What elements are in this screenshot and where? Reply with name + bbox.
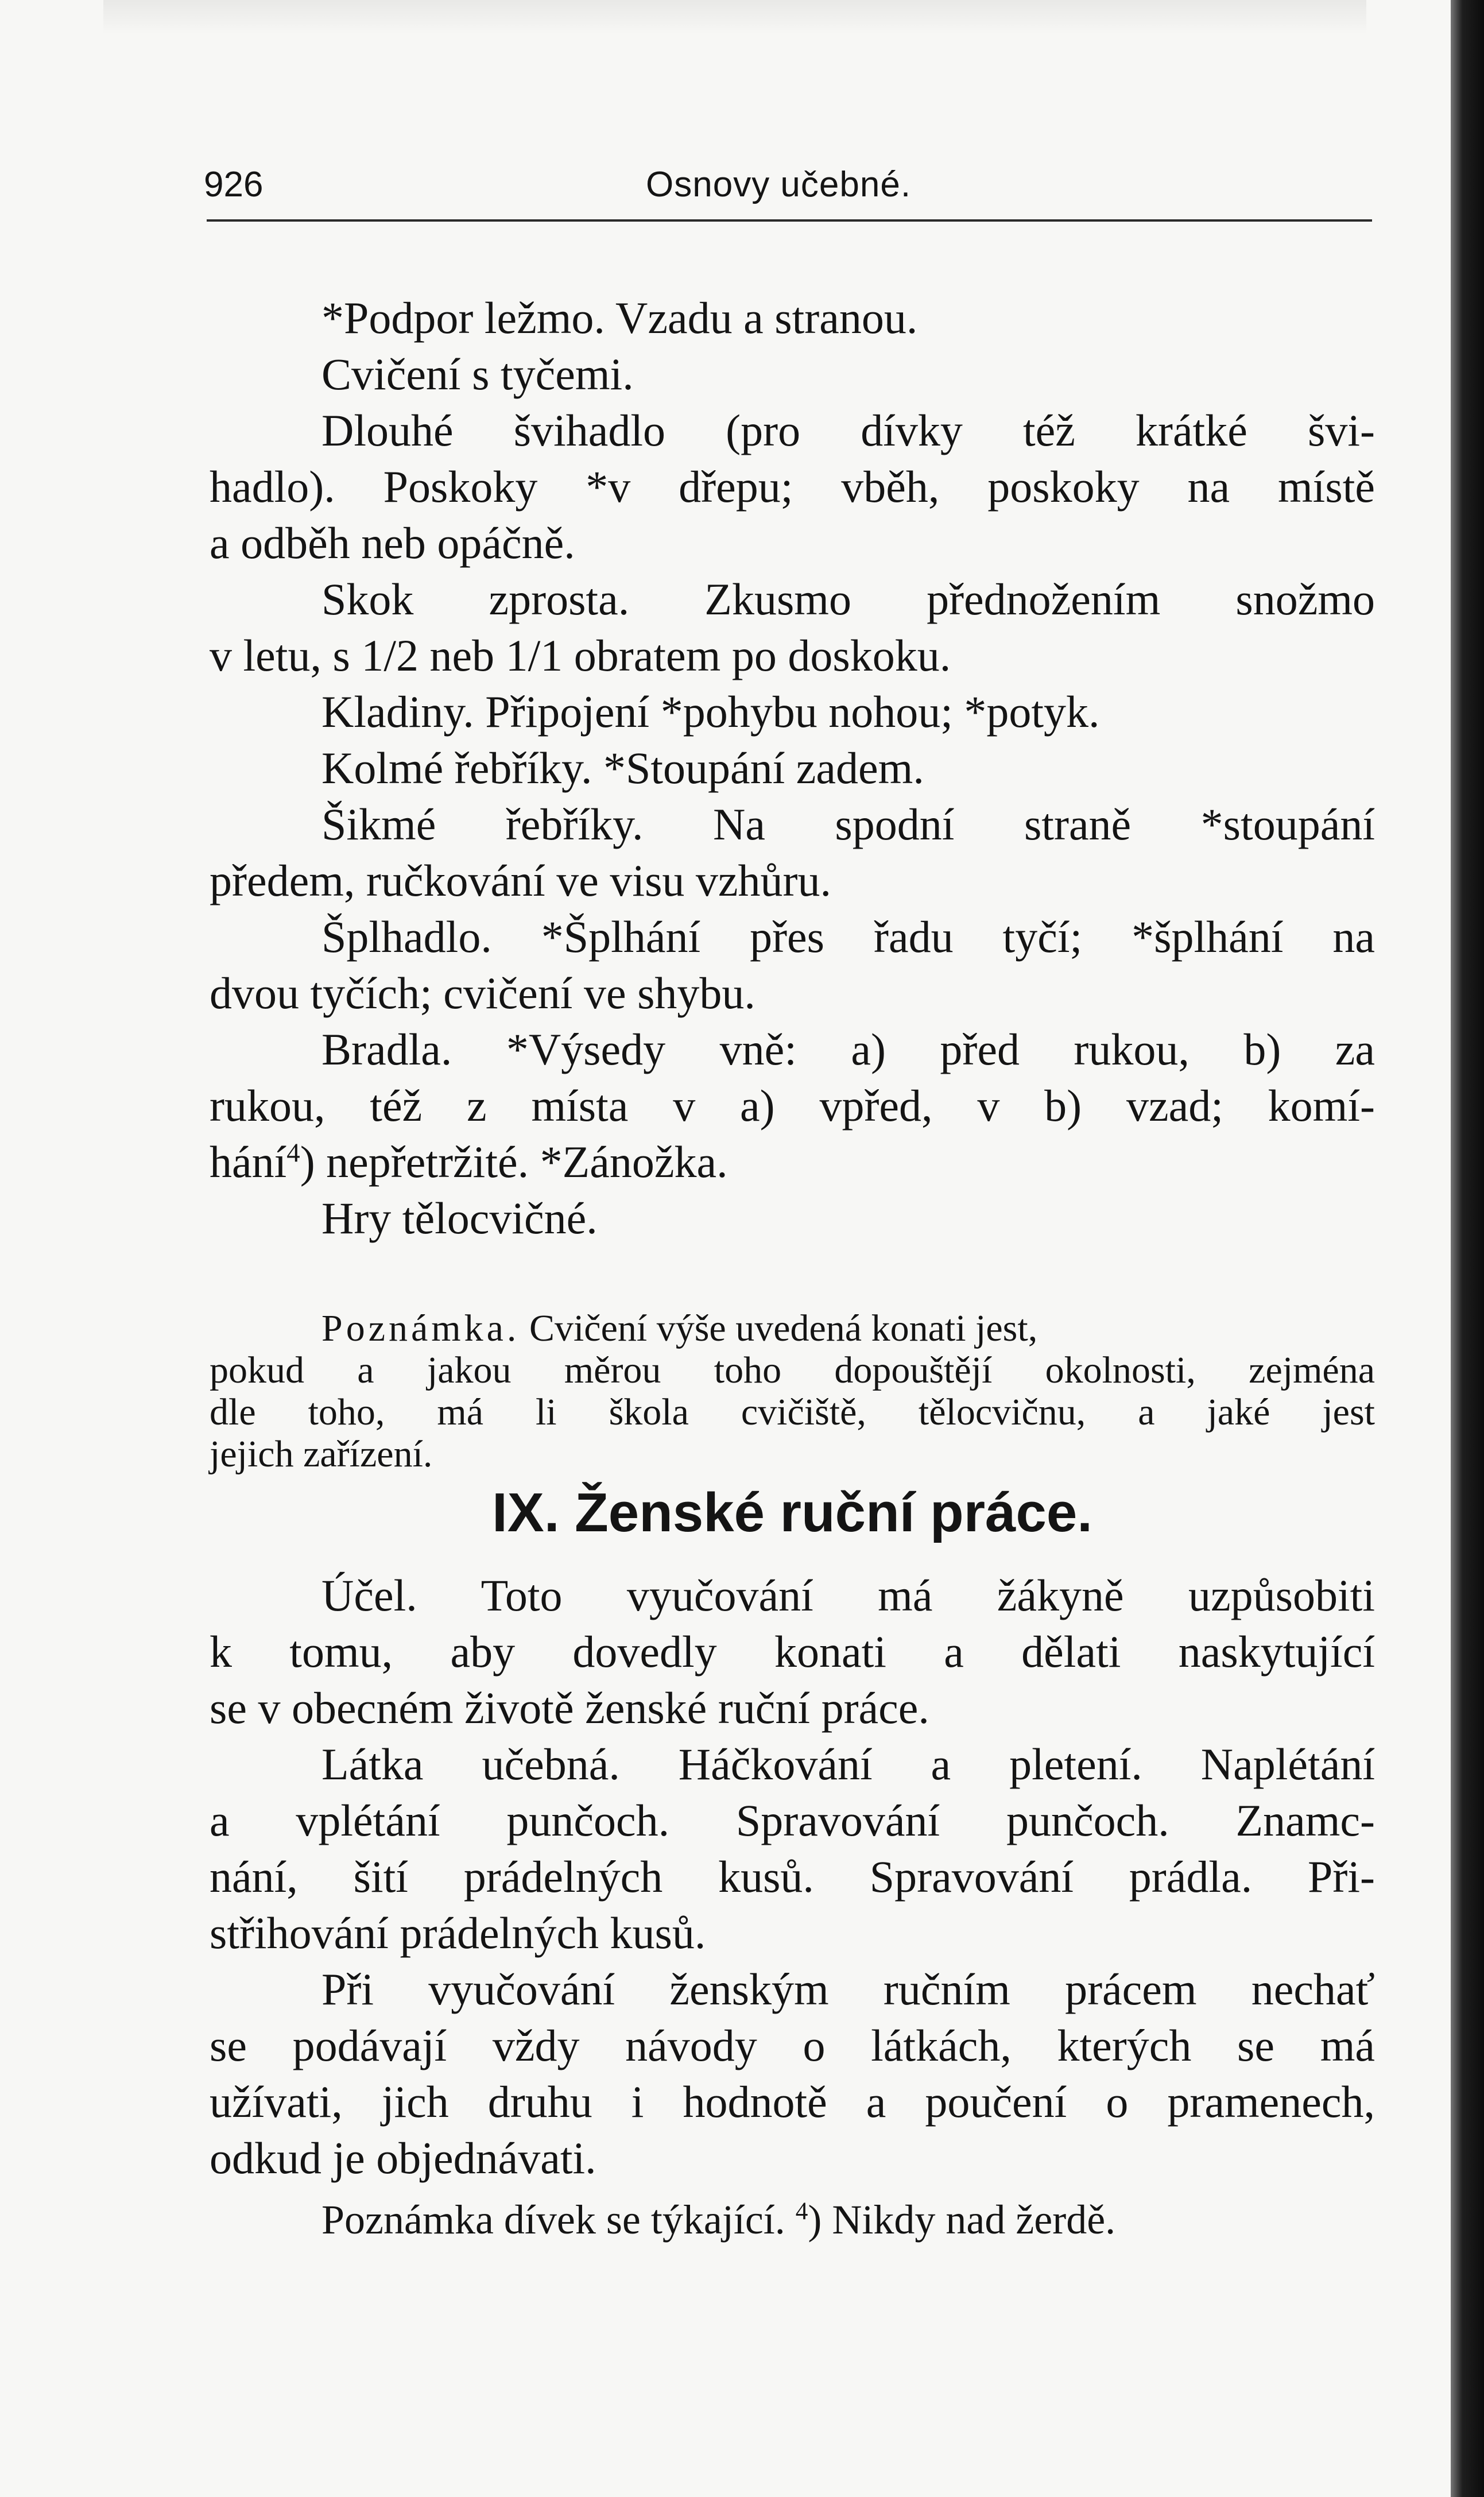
header-rule xyxy=(207,219,1372,222)
page-edge-shadow xyxy=(1451,0,1484,2497)
text-line: užívati, jich druhu i hodnotě a poučení o pramenech, xyxy=(210,2077,1375,2127)
page-number: 926 xyxy=(204,165,264,204)
footnote-ref: 4 xyxy=(286,1138,300,1168)
text-line: dvou tyčích; cvičení ve shybu. xyxy=(210,968,755,1018)
text-line: hadlo). Poskoky *v dřepu; vběh, poskoky na místě xyxy=(210,462,1375,512)
footnote-text-end: ) Nikdy nad žerdě. xyxy=(808,2197,1116,2243)
text-line: se v obecném životě ženské ruční práce. xyxy=(210,1683,929,1733)
text-line: Skok zprosta. Zkusmo přednožením snožmo xyxy=(321,574,1375,624)
text-line: se podávají vždy návody o látkách, kterých se má xyxy=(210,2020,1375,2070)
text-line: Cvičení s tyčemi. xyxy=(321,349,634,399)
scan-shadow xyxy=(103,0,1366,34)
text-line: Kolmé řebříky. *Stoupání zadem. xyxy=(321,743,924,793)
text-line xyxy=(210,1134,1375,1190)
note-label: Poznámka. xyxy=(321,1307,520,1349)
page-header xyxy=(204,162,1381,208)
text-line: a vplétání punčoch. Spravování punčoch. Znamc- xyxy=(210,1795,1375,1845)
text-fragment: Cvičení výše uvedená konati jest, xyxy=(520,1307,1038,1349)
note-gymnastics xyxy=(210,1307,1375,1475)
footnote-marker: 4 xyxy=(795,2198,808,2225)
text-line: rukou, též z místa v a) vpřed, v b) vzad; komí- xyxy=(210,1081,1375,1131)
note-line: dle toho, má li škola cvičiště, tělocvičnu, a jaké jest xyxy=(210,1391,1375,1433)
text-line: Bradla. *Výsedy vně: a) před rukou, b) za xyxy=(321,1024,1375,1074)
section-heading: IX. Ženské ruční práce. xyxy=(492,1482,1092,1543)
footnote xyxy=(210,2193,1375,2246)
text-line: Látka učebná. Háčkování a pletení. Naplétání xyxy=(321,1739,1375,1789)
text-fragment: hání xyxy=(210,1137,287,1187)
text-line: a odběh neb opáčně. xyxy=(210,518,575,568)
footnote-text: Poznámka dívek se týkající. xyxy=(321,2197,785,2243)
text-line: Kladiny. Připojení *pohybu nohou; *potyk. xyxy=(321,687,1100,737)
text-fragment: ) nepřetržité. *Zánožka. xyxy=(300,1137,728,1187)
text-line: nání, šití prádelných kusů. Spravování prádla. Při- xyxy=(210,1852,1375,1902)
text-line: Šplhadlo. *Šplhání přes řadu tyčí; *šplhání na xyxy=(321,912,1375,962)
text-line: v letu, s 1/2 neb 1/1 obratem po doskoku. xyxy=(210,630,951,680)
section-gymnastics xyxy=(210,290,1375,1246)
note-line: pokud a jakou měrou toho dopouštějí okolnosti, zejména xyxy=(210,1349,1375,1391)
note-line xyxy=(210,1307,1375,1349)
text-line: Dlouhé švihadlo (pro dívky též krátké švi- xyxy=(321,405,1375,455)
text-line: střihování prádelných kusů. xyxy=(210,1908,706,1958)
text-line: Šikmé řebříky. Na spodní straně *stoupání xyxy=(321,799,1375,849)
text-line: Účel. Toto vyučování má žákyně uzpůsobiti xyxy=(321,1570,1375,1620)
text-line: Při vyučování ženským ručním prácem nechať xyxy=(321,1964,1375,2014)
text-line: Hry tělocvičné. xyxy=(321,1193,598,1243)
text-line: *Podpor ležmo. Vzadu a stranou. xyxy=(321,293,918,343)
section-needlework xyxy=(210,1567,1375,2186)
text-line: předem, ručkování ve visu vzhůru. xyxy=(210,855,832,905)
text-line: odkud je objednávati. xyxy=(210,2133,596,2183)
running-title: Osnovy učebné. xyxy=(646,165,912,204)
note-line: jejich zařízení. xyxy=(210,1433,433,1475)
text-line: k tomu, aby dovedly konati a dělati naskytující xyxy=(210,1627,1375,1677)
